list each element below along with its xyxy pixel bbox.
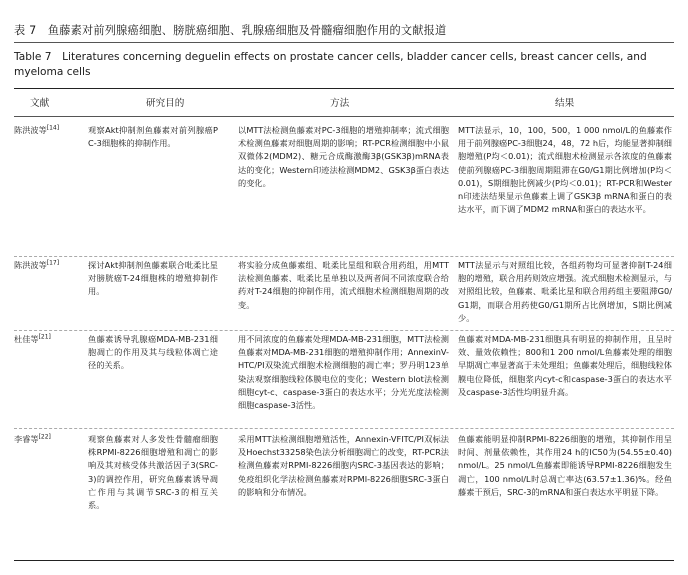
row-purpose: 观察Akt抑制剂鱼藤素对前列腺癌PC-3细胞株的抑制作用。 xyxy=(88,125,218,149)
table-caption-english: Table 7 Literatures concerning deguelin effects on prostate cancer cells, bladder cancer cells, breast cancer cells, and myeloma cells xyxy=(14,51,647,78)
row-method: 将实验分成鱼藤素组、吡柔比星组和联合用药组，用MTT法检测鱼藤素、吡柔比星单独以及两者间不同浓度联合给药对T-24细胞的抑制作用，流式细胞术检测细胞周期的改变。 xyxy=(238,260,449,310)
header-bottom-rule xyxy=(14,116,674,117)
row-method: 用不同浓度的鱼藤素处理MDA-MB-231细胞，MTT法检测鱼藤素对MDA-MB-231细胞的增殖抑制作用；AnnexinV-HTC/PI双染流式细胞术检测细胞的凋亡率；罗丹明123单染法观察细胞线粒体膜电位的变化；Western blot法检测细胞cyt-c、caspase-3蛋白的表达水平；分光光度法检测细胞caspase-3活性。 xyxy=(238,334,449,411)
row-author: 杜佳等[21] xyxy=(14,333,51,344)
caption-divider xyxy=(14,42,674,43)
row-result: 鱼藤素对MDA-MB-231细胞具有明显的抑制作用，且呈时效、量效依赖性；800和1 200 nmol/L鱼藤素处理的细胞早期凋亡率显著高于未处理组；鱼藤素处理后，细胞线粒体膜电位降低，细胞浆内cyt-c和caspase-3蛋白的表达水平及caspase-3活性均明显升高。 xyxy=(458,334,672,397)
row-author: 李睿等[22] xyxy=(14,433,51,444)
table-bottom-rule xyxy=(14,560,674,561)
row-divider xyxy=(14,256,674,257)
header-result: 结果 xyxy=(555,98,575,109)
table-top-rule xyxy=(14,88,674,89)
header-author: 文献 xyxy=(30,98,50,109)
row-purpose: 探讨Akt抑制剂鱼藤素联合吡柔比星对膀胱癌T-24细胞株的增殖抑制作用。 xyxy=(88,260,218,297)
table-caption-chinese: 表 7 鱼藤素对前列腺癌细胞、膀胱癌细胞、乳腺癌细胞及骨髓瘤细胞作用的文献报道 xyxy=(14,24,447,37)
row-result: MTT法显示，10，100，500，1 000 nmol/L的鱼藤素作用于前列腺癌PC-3细胞24，48，72 h后，均能显著抑制细胞增殖(P均＜0.01)；流式细胞术检测显示各浓度的鱼藤素使前列腺癌PC-3细胞周期阻滞在G0/G1期比例增加(P均＜0.01)，S期细胞比例减少(P均＜0.01)；RT-PCR和Western印迹法结果显示鱼藤素上调了GSK3β mRNA和蛋白的表达水平，而下调了MDM2 mRNA和蛋白的表达水平。 xyxy=(458,125,672,215)
row-divider xyxy=(14,428,674,429)
row-purpose: 鱼藤素诱导乳腺癌MDA-MB-231细胞凋亡的作用及其与线粒体凋亡途径的关系。 xyxy=(88,334,218,371)
row-author: 陈洪波等[14] xyxy=(14,124,60,135)
row-method: 以MTT法检测鱼藤素对PC-3细胞的增殖抑制率；流式细胞术检测鱼藤素对细胞周期的影响；RT-PCR检测细胞中小鼠双微体2(MDM2)、糖元合成酶激酶3β(GSK3β)mRNA表达的变化；Western印迹法检测MDM2、GSK3β蛋白表达的变化。 xyxy=(238,125,449,188)
header-purpose: 研究目的 xyxy=(146,98,185,109)
row-result: MTT法显示与对照组比较，各组药物均可显著抑制T-24细胞的增殖，联合用药则效应增强。流式细胞术检测显示，与对照组比较，鱼藤素、吡柔比星和联合用药组主要阻滞G0/G1期，而联合用药使G0/G1期所占比例增加，S期比例减少。 xyxy=(458,260,672,323)
row-method: 采用MTT法检测细胞增殖活性，Annexin-VFITC/PI双标法及Hoechst33258染色法分析细胞凋亡的改变，RT-PCR法检测鱼藤素对RPMI-8226细胞内SRC-3基因表达的影响；免疫组织化学法检测鱼藤素对RPMI-8226细胞SRC-3蛋白的影响和分布情况。 xyxy=(238,434,449,497)
row-divider xyxy=(14,330,674,331)
row-purpose: 观察鱼藤素对人多发性骨髓瘤细胞株RPMI-8226细胞增殖和凋亡的影响及其对核受体共激活因子3(SRC-3)的调控作用，研究鱼藤素诱导凋亡作用与其调节SRC-3的相互关系。 xyxy=(88,434,218,511)
row-result: 鱼藤素能明显抑制RPMI-8226细胞的增殖，其抑制作用呈时间、剂量依赖性，其作用24 h的IC50为(54.55±0.40) nmol/L。25 nmol/L鱼藤素即能诱导RPMI-8226细胞发生凋亡，100 nmol/L时总凋亡率达(63.57±1.36)%。经鱼藤素干预后，SRC-3的mRNA和蛋白表达水平明显下降。 xyxy=(458,434,672,497)
header-method: 方法 xyxy=(330,98,350,109)
row-author: 陈洪波等[17] xyxy=(14,259,60,270)
